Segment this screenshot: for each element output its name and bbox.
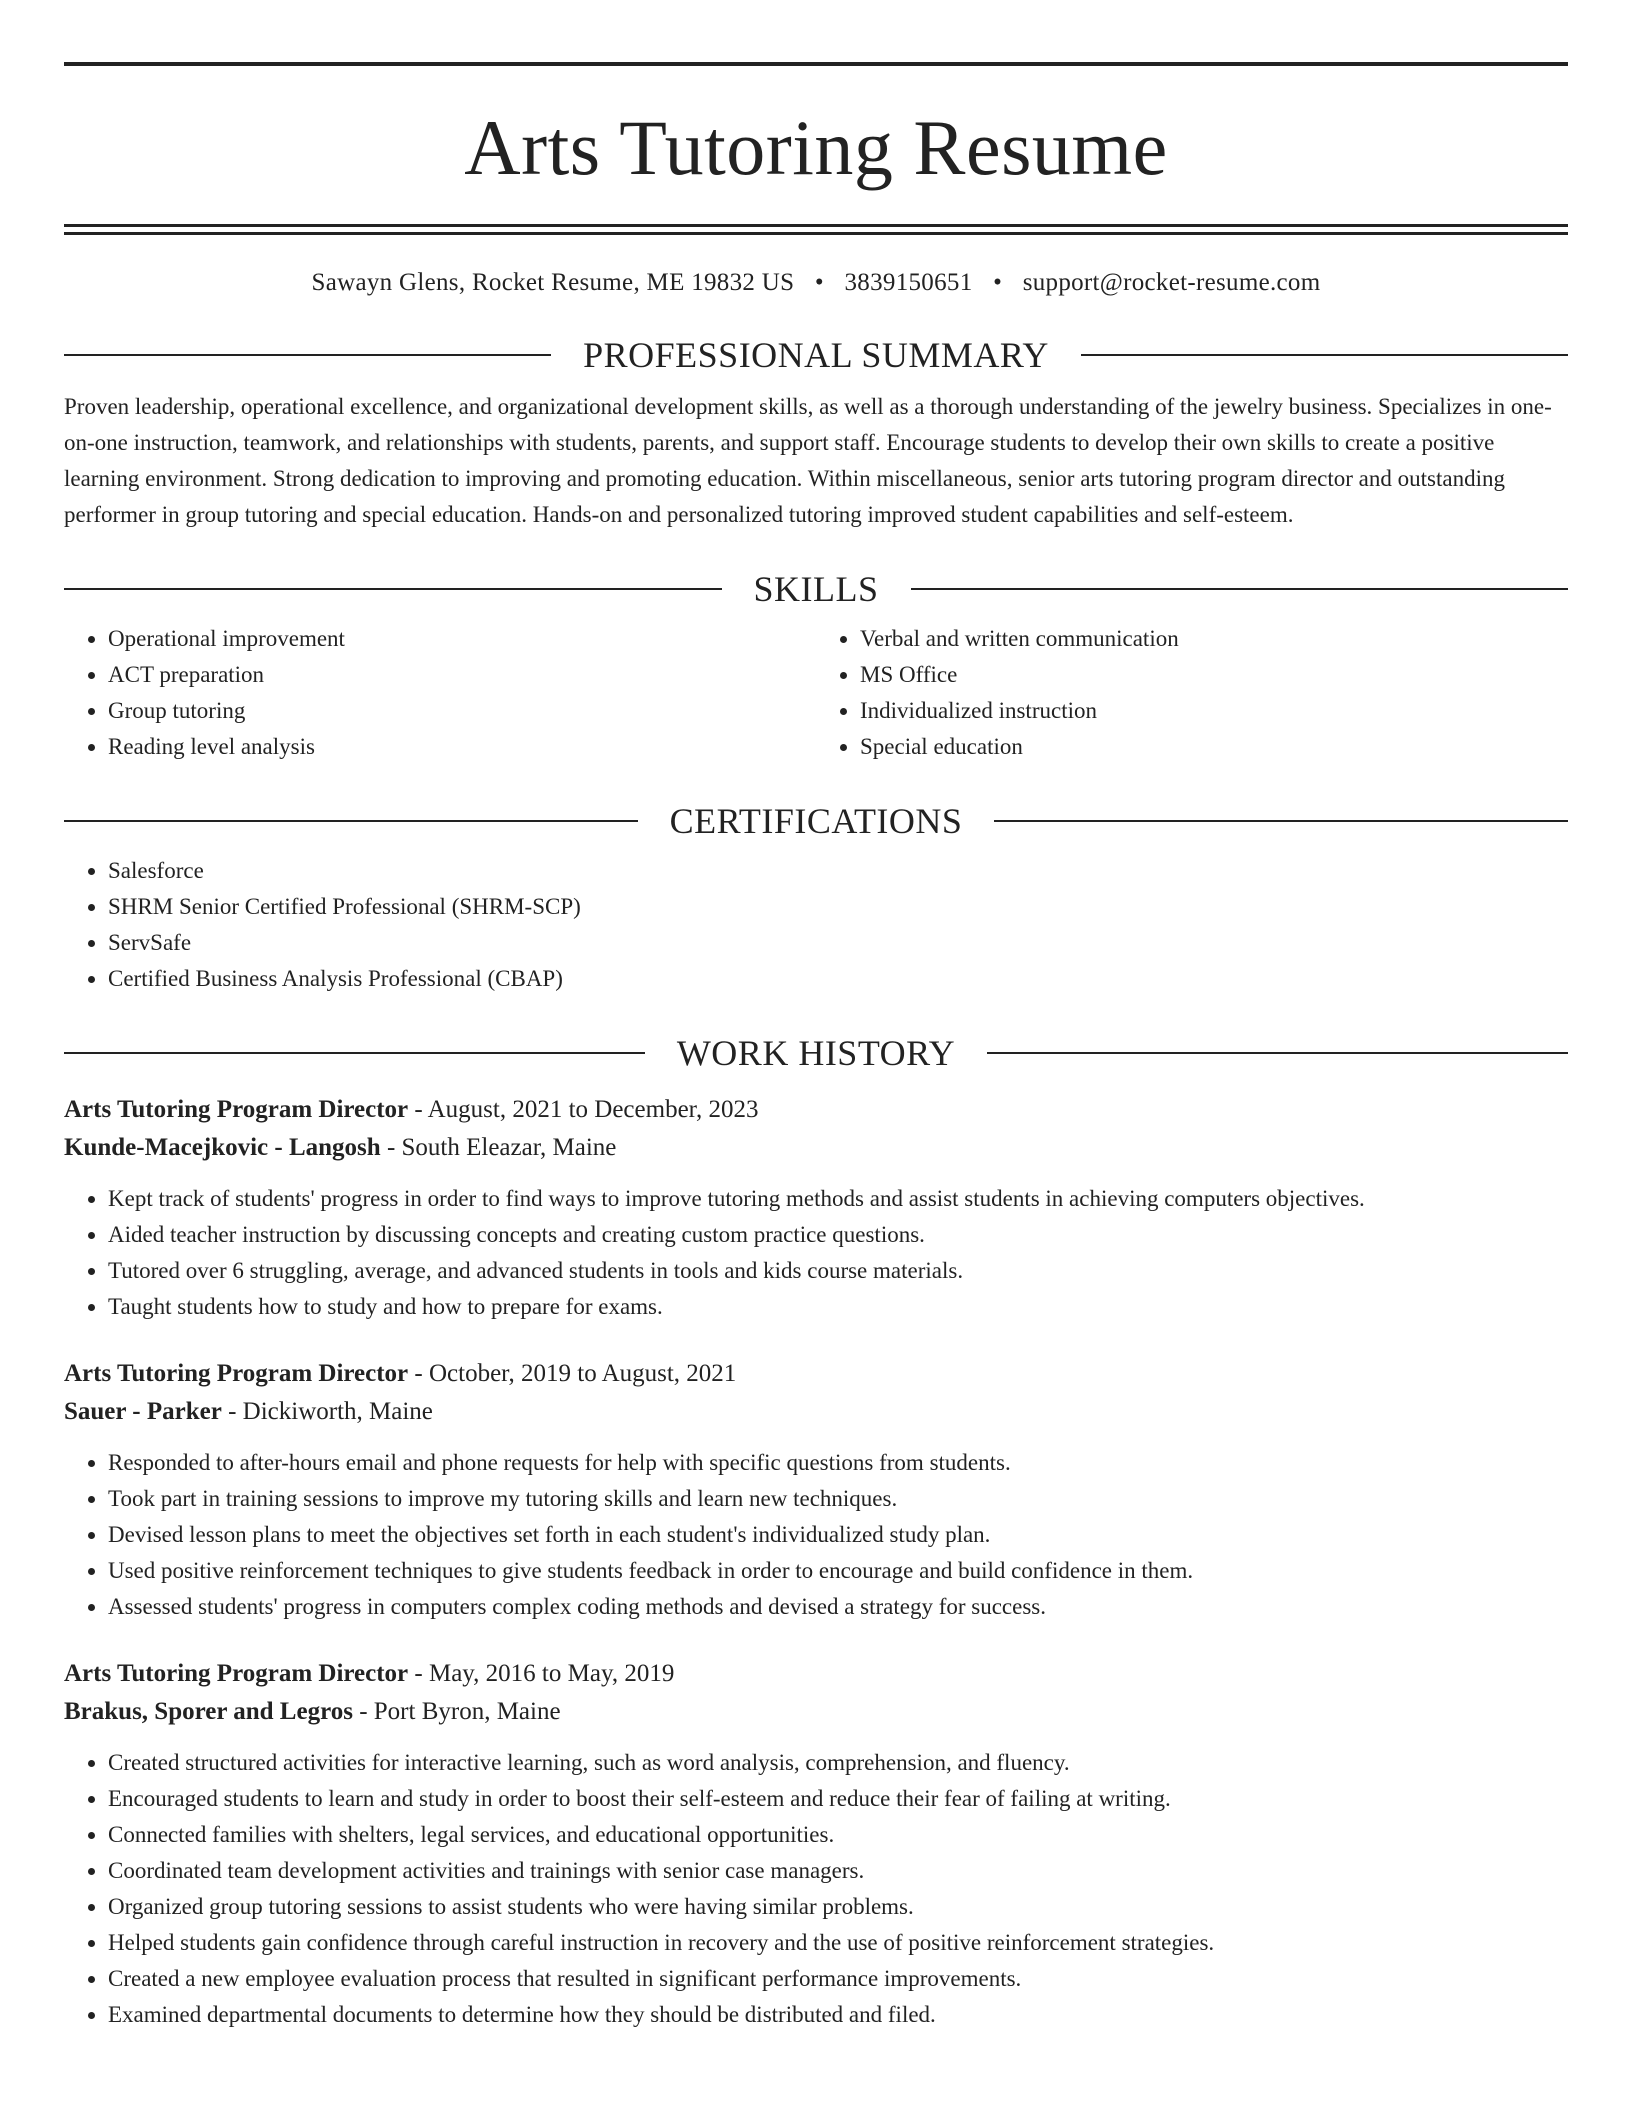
certification-item: • Certified Business Analysis Professional (CBAP): [108, 961, 1568, 997]
job-company-line: Brakus, Sporer and Legros - Port Byron, Maine: [64, 1698, 561, 1725]
job-bullet: • Aided teacher instruction by discussing concepts and creating custom practice questions.: [108, 1217, 1568, 1253]
contact-address: Sawayn Glens, Rocket Resume, ME 19832 US: [311, 269, 795, 296]
job-location: Dickiworth, Maine: [242, 1398, 433, 1425]
summary-text: Proven leadership, operational excellence, and organizational development skills, as well as a thorough understanding of the jewelry business. Specializes in one-on-one instruction, teamwork, and relationships with students, parents, and support staff. Encourage students to develop their own skills to create a positive learning environment. Strong dedication to improving and promoting education. Within miscellaneous, senior arts tutoring program director and outstanding performer in group tutoring and special education. Hands-on and personalized tutoring improved student capabilities and self-esteem.: [64, 394, 1552, 527]
job-bullet: • Helped students gain confidence through careful instruction in recovery and the use of positive reinforcement strategies.: [108, 1925, 1568, 1961]
job-dates: August, 2021 to December, 2023: [427, 1096, 759, 1123]
job-bullet: • Devised lesson plans to meet the objectives set forth in each student's individualized study plan.: [108, 1517, 1568, 1553]
job-bullet: • Taught students how to study and how to prepare for exams.: [108, 1289, 1568, 1325]
summary-section-heading: [64, 333, 1568, 377]
job-bullet: • Coordinated team development activities and trainings with senior case managers.: [108, 1853, 1568, 1889]
job-bullet: • Organized group tutoring sessions to assist students who were having similar problems.: [108, 1889, 1568, 1925]
job-company: Kunde-Macejkovic - Langosh: [64, 1134, 381, 1161]
job-bullet: • Tutored over 6 struggling, average, and advanced students in tools and kids course materials.: [108, 1253, 1568, 1289]
job-bullets: [64, 1445, 1568, 1625]
job-entry: [64, 1355, 1568, 1625]
job-company-line: Kunde-Macejkovic - Langosh - South Eleazar, Maine: [64, 1134, 617, 1161]
certifications-list: [64, 853, 1568, 997]
job-bullet: • Assessed students' progress in computers complex coding methods and devised a strategy for success.: [108, 1589, 1568, 1625]
job-bullet: • Used positive reinforcement techniques to give students feedback in order to encourage and build confidence in them.: [108, 1553, 1568, 1589]
skills-section-heading: [64, 567, 1568, 611]
summary-heading: PROFESSIONAL SUMMARY: [583, 335, 1049, 375]
job-bullet: • Created structured activities for interactive learning, such as word analysis, comprehension, and fluency.: [108, 1745, 1568, 1781]
heading-rule-left: [64, 820, 638, 822]
job-dates: October, 2019 to August, 2021: [428, 1360, 737, 1387]
skill-item: • Individualized instruction: [860, 693, 1568, 729]
skill-item: • ACT preparation: [108, 657, 816, 693]
job-title-line: Arts Tutoring Program Director - May, 2016 to May, 2019: [64, 1660, 675, 1687]
heading-rule-left: [64, 1052, 645, 1054]
job-bullets: [64, 1181, 1568, 1325]
certification-item: • SHRM Senior Certified Professional (SHRM-SCP): [108, 889, 1568, 925]
skills-list: [64, 611, 1568, 765]
skill-item: • Operational improvement: [108, 621, 816, 657]
skill-item: • Reading level analysis: [108, 729, 816, 765]
job-entry: [64, 1655, 1568, 2033]
work-heading: WORK HISTORY: [676, 1033, 956, 1073]
resume-title: Arts Tutoring Resume: [464, 104, 1168, 191]
job-entry: [64, 1091, 1568, 1325]
job-bullet: • Kept track of students' progress in order to find ways to improve tutoring methods and assist students in achieving computers objectives.: [108, 1181, 1568, 1217]
job-bullet: • Responded to after-hours email and phone requests for help with specific questions from students.: [108, 1445, 1568, 1481]
heading-rule-right: [987, 1052, 1568, 1054]
job-bullet: • Encouraged students to learn and study in order to boost their self-esteem and reduce their fear of failing at writing.: [108, 1781, 1568, 1817]
certification-item: • Salesforce: [108, 853, 1568, 889]
job-location: South Eleazar, Maine: [401, 1134, 617, 1161]
job-company-line: Sauer - Parker - Dickiworth, Maine: [64, 1398, 433, 1425]
job-location: Port Byron, Maine: [373, 1698, 561, 1725]
job-company: Brakus, Sporer and Legros: [64, 1698, 353, 1725]
skills-heading: SKILLS: [753, 569, 879, 609]
job-title: Arts Tutoring Program Director: [64, 1660, 409, 1687]
certification-item: • ServSafe: [108, 925, 1568, 961]
job-dates: May, 2016 to May, 2019: [428, 1660, 675, 1687]
certifications-section-heading: [64, 799, 1568, 843]
skills-column-left: [64, 611, 816, 765]
contact-line: [64, 267, 1568, 299]
contact-phone: 3839150651: [844, 269, 973, 296]
job-title-line: Arts Tutoring Program Director - October, 2019 to August, 2021: [64, 1360, 737, 1387]
job-bullet: • Took part in training sessions to improve my tutoring skills and learn new techniques.: [108, 1481, 1568, 1517]
job-bullet: • Examined departmental documents to determine how they should be distributed and filed.: [108, 1997, 1568, 2033]
title-double-rule: [64, 224, 1568, 235]
skill-item: • Special education: [860, 729, 1568, 765]
heading-rule-right: [1081, 354, 1568, 356]
contact-separator: •: [993, 269, 1003, 296]
skill-item: • Verbal and written communication: [860, 621, 1568, 657]
top-rule: [64, 62, 1568, 66]
work-section-heading: [64, 1031, 1568, 1075]
job-title-line: Arts Tutoring Program Director - August, 2021 to December, 2023: [64, 1096, 759, 1123]
contact-email: support@rocket-resume.com: [1022, 269, 1321, 296]
job-bullet: • Created a new employee evaluation process that resulted in significant performance improvements.: [108, 1961, 1568, 1997]
certifications-heading: CERTIFICATIONS: [669, 801, 963, 841]
skill-item: • Group tutoring: [108, 693, 816, 729]
job-bullets: [64, 1745, 1568, 2033]
heading-rule-right: [911, 588, 1569, 590]
job-company: Sauer - Parker: [64, 1398, 222, 1425]
job-bullet: • Connected families with shelters, legal services, and educational opportunities.: [108, 1817, 1568, 1853]
heading-rule-left: [64, 354, 551, 356]
contact-separator: •: [814, 269, 824, 296]
heading-rule-left: [64, 588, 722, 590]
job-title: Arts Tutoring Program Director: [64, 1096, 409, 1123]
heading-rule-right: [994, 820, 1568, 822]
skill-item: • MS Office: [860, 657, 1568, 693]
skills-column-right: [816, 611, 1568, 765]
job-title: Arts Tutoring Program Director: [64, 1360, 409, 1387]
